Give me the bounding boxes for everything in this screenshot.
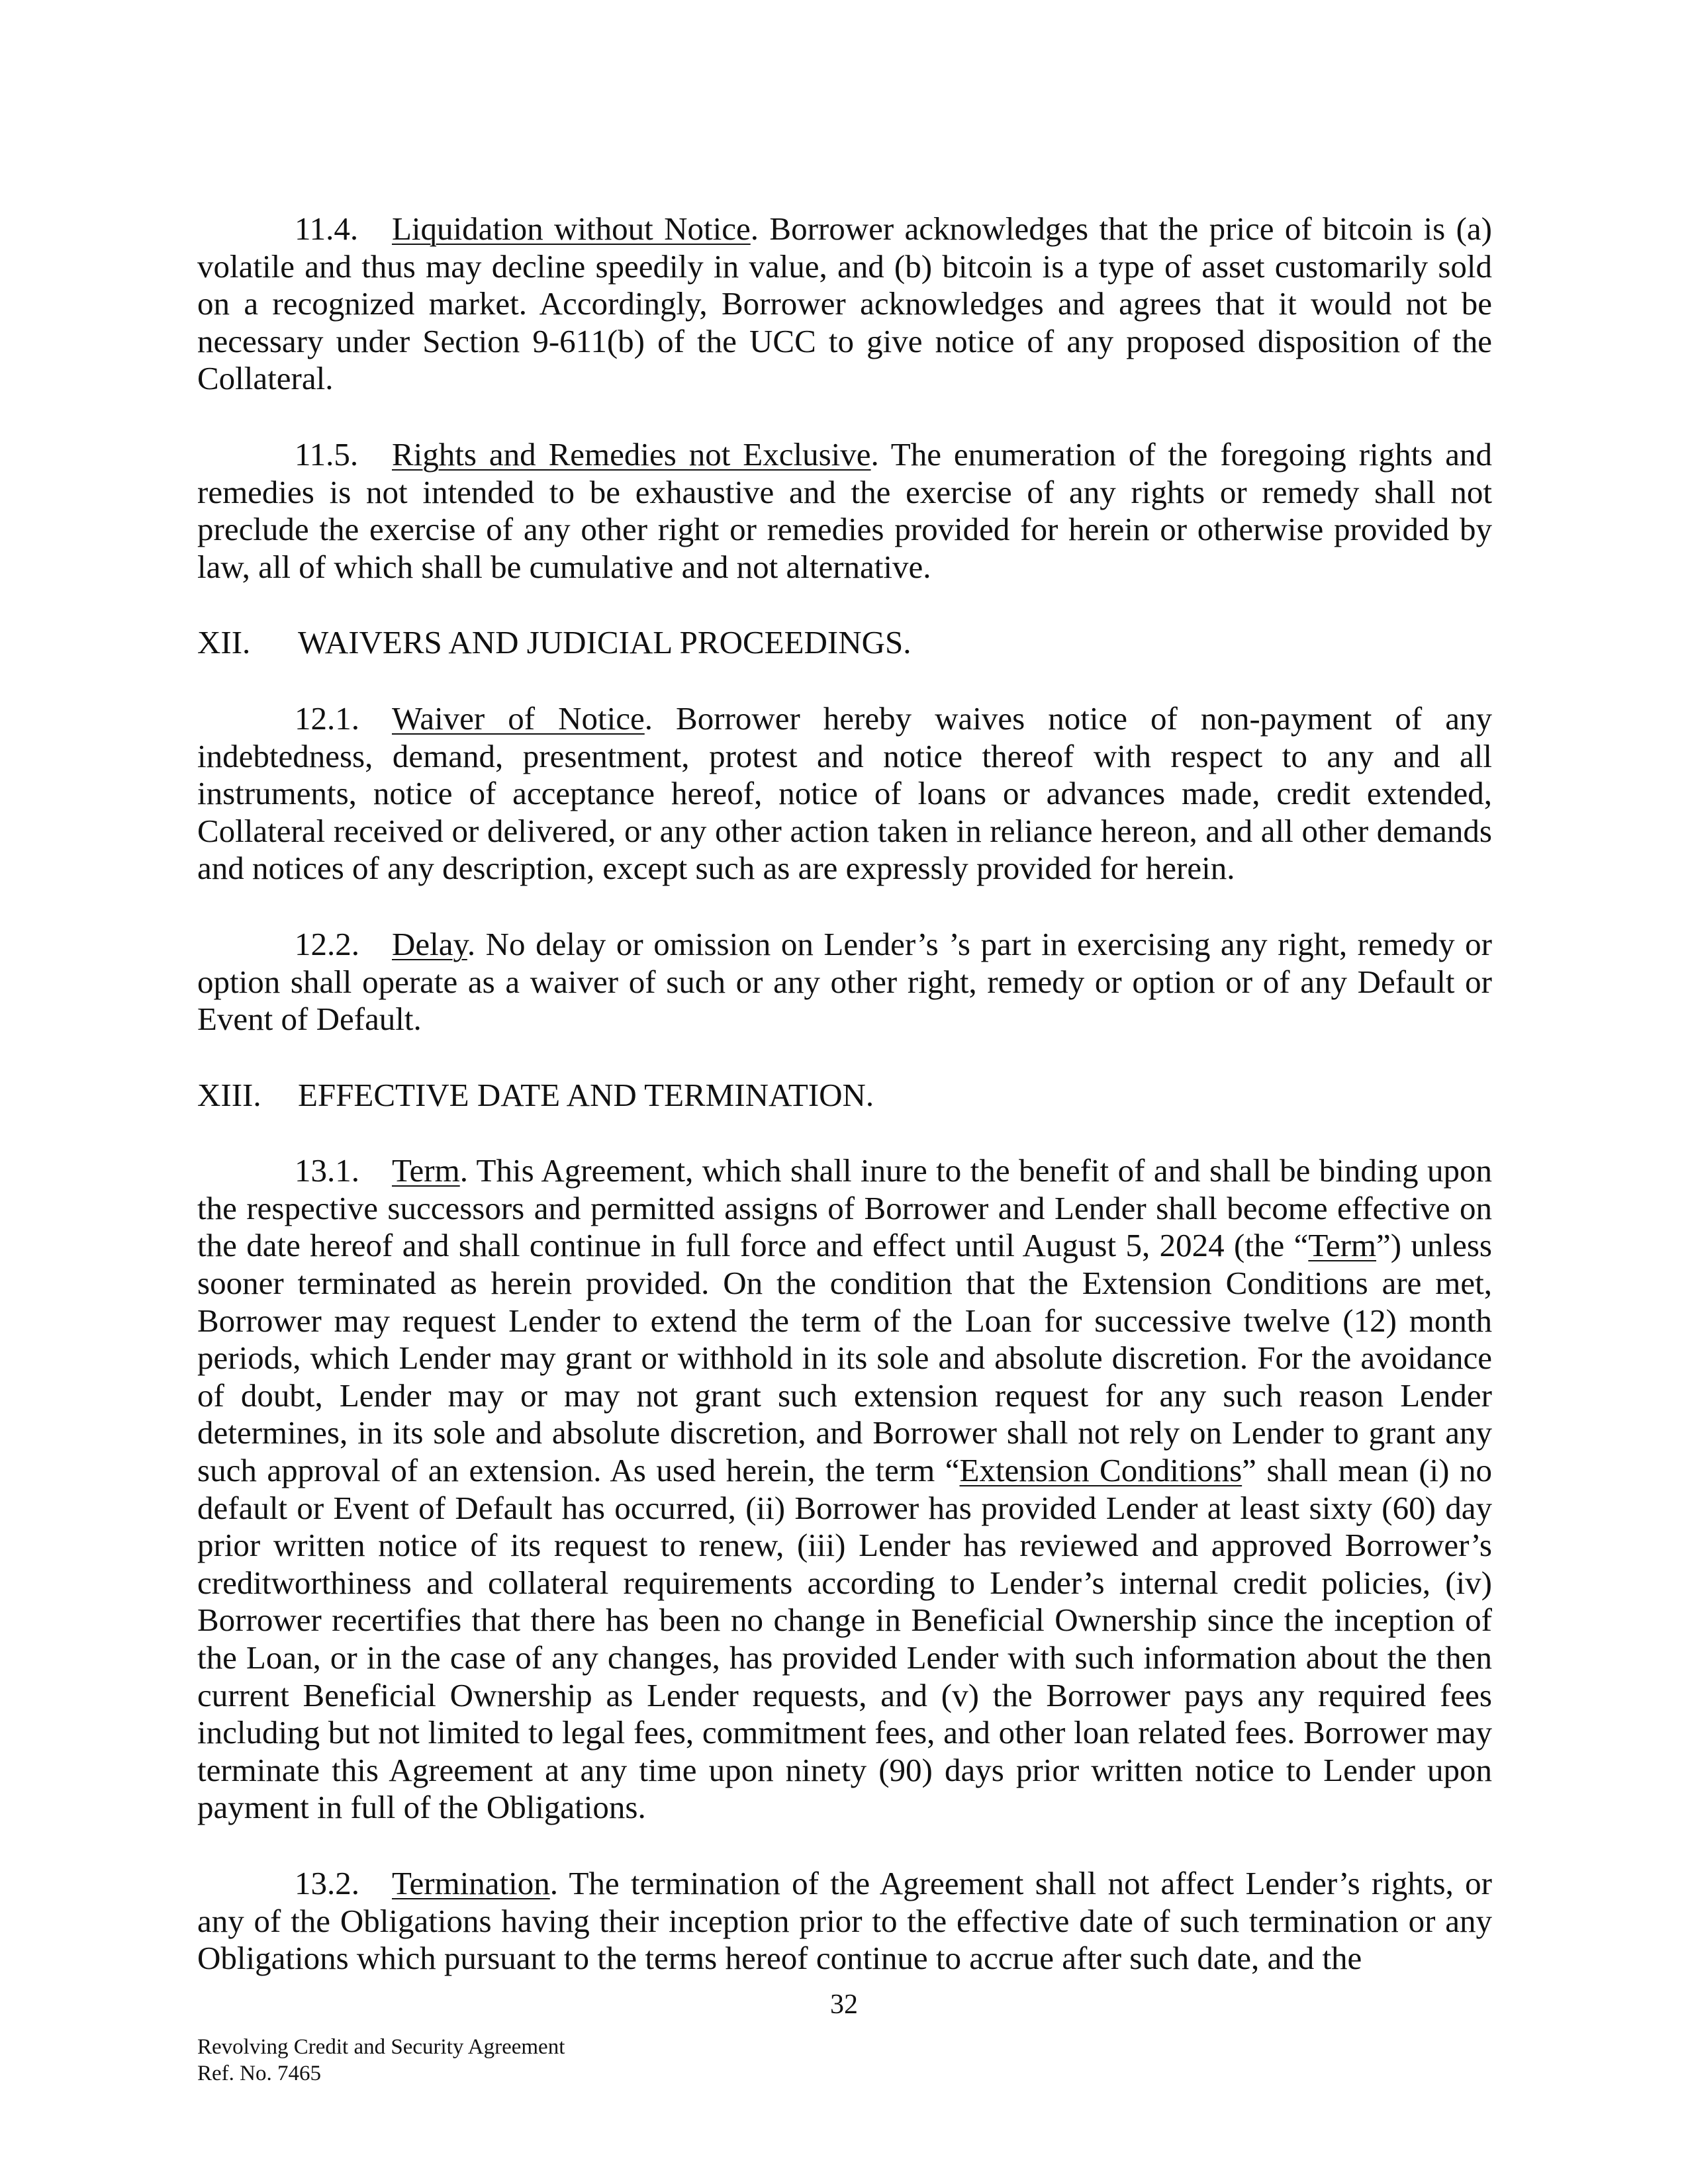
section-number: 11.5. — [295, 435, 359, 473]
section-13-1 — [197, 1152, 1492, 1827]
article-xii-heading — [197, 624, 1492, 662]
section-title: Termination — [392, 1864, 550, 1901]
defined-term-term: Term — [1308, 1227, 1377, 1264]
section-title: Liquidation without Notice — [392, 210, 751, 247]
page-number: 32 — [830, 1989, 858, 2020]
section-title: Rights and Remedies not Exclusive — [392, 435, 871, 473]
section-number: 12.1. — [295, 700, 359, 737]
section-title: Delay — [392, 925, 467, 962]
document-body — [197, 210, 1492, 2016]
defined-term-extension-conditions: Extension Conditions — [959, 1452, 1243, 1489]
article-title: WAIVERS AND JUDICIAL PROCEEDINGS. — [298, 624, 912, 661]
section-11-4 — [197, 210, 1492, 398]
section-text: . The enumeration of the foregoing rights and remedies is not intended to be exhaustive and the exercise of any rights or remedy shall not preclude the exercise of any other right or remedies provided for herein or otherwise provided by law, all of which shall be cumulative and not alternative. — [197, 435, 1492, 585]
document-footer — [197, 2034, 565, 2087]
section-text: . No delay or omission on Lender’s ’s part in exercising any right, remedy or option shall operate as a waiver of such or any other right, remedy or option or of any Default or Event of Default. — [197, 925, 1492, 1038]
section-title: Waiver of Notice — [392, 700, 645, 737]
section-text: . Borrower acknowledges that the price of bitcoin is (a) volatile and thus may decline speedily in value, and (b) bitcoin is a type of asset customarily sold on a recognized market. Accordingly, Borrower acknowledges and agrees that it would not be necessary under Section 9-611(b) of the UCC to give notice of any proposed disposition of the Collateral. — [197, 210, 1492, 397]
section-number: 12.2. — [295, 925, 359, 962]
section-13-2 — [197, 1865, 1492, 1978]
section-text: . Borrower hereby waives notice of non-payment of any indebtedness, demand, presentment, protest and notice thereof with respect to any and all instruments, notice of acceptance hereof, notice of loans or advances made, credit extended, Collateral received or delivered, or any other action taken in reliance hereon, and all other demands and notices of any description, except such as are expressly provided for herein. — [197, 700, 1492, 887]
section-12-2 — [197, 926, 1492, 1038]
article-title: EFFECTIVE DATE AND TERMINATION. — [298, 1076, 874, 1113]
section-text: . This Agreement, which shall inure to the benefit of and shall be binding upon the respective successors and permitted assigns of Borrower and Lender shall become effective on the date hereof and shall continue in full force and effect until August 5, 2024 (the “ — [197, 1152, 1492, 1264]
section-title: Term — [392, 1152, 460, 1189]
footer-ref: Ref. No. 7465 — [197, 2062, 321, 2085]
section-number: 11.4. — [295, 210, 359, 247]
section-text: ” shall mean (i) no default or Event of Default has occurred, (ii) Borrower has provided Lender at least sixty (60) day prior written notice of its request to renew, (iii) Lender has reviewed and approved Borrower’s creditworthiness and collateral requirements according to Lender’s internal credit policies, (iv) Borrower recertifies that there has been no change in Beneficial Ownership since the inception of the Loan, or in the case of any changes, has provided Lender with such information about the then current Beneficial Ownership as Lender requests, and (v) the Borrower pays any required fees including but not limited to legal fees, commitment fees, and other loan related fees. Borrower may terminate this Agreement at any time upon ninety (90) days prior written notice to Lender upon payment in full of the Obligations. — [197, 1452, 1492, 1826]
footer-title: Revolving Credit and Security Agreement — [197, 2035, 565, 2059]
section-text: ”) unless sooner terminated as herein provided. On the condition that the Extension Conditions are met, Borrower may request Lender to extend the term of the Loan for successive twelve (12) month periods, which Lender may grant or withhold in its sole and absolute discretion. For the avoidance of doubt, Lender may or may not grant such extension request for any such reason Lender determines, in its sole and absolute discretion, and Borrower shall not rely on Lender to grant any such approval of an extension. As used herein, the term “ — [197, 1227, 1492, 1489]
article-number: XII. — [197, 624, 251, 661]
section-text: . The termination of the Agreement shall not affect Lender’s rights, or any of the Obligations having their inception prior to the effective date of such termination or any Obligations which pursuant to the terms hereof continue to accrue after such date, and the — [197, 1864, 1492, 1977]
article-number: XIII. — [197, 1076, 261, 1113]
section-number: 13.2. — [295, 1864, 359, 1901]
section-11-5 — [197, 436, 1492, 586]
section-number: 13.1. — [295, 1152, 359, 1189]
article-xiii-heading — [197, 1077, 1492, 1115]
section-12-1 — [197, 700, 1492, 887]
